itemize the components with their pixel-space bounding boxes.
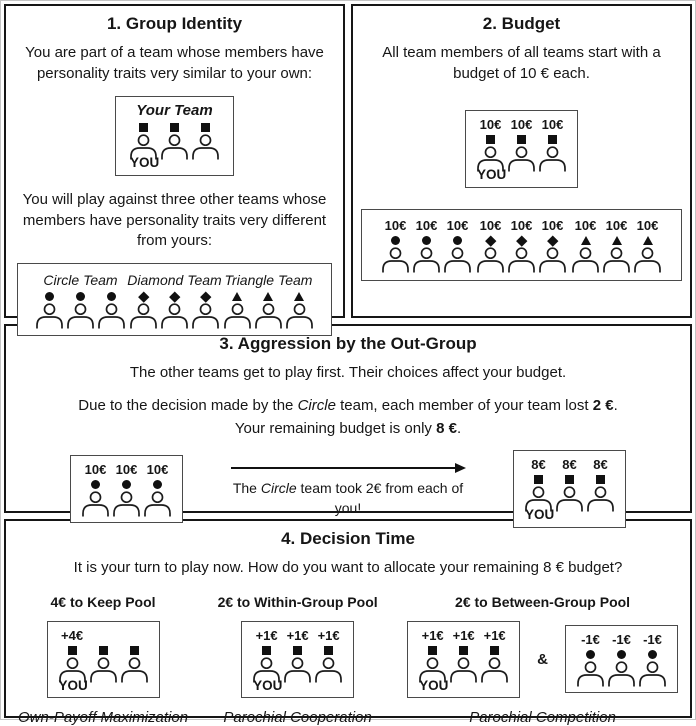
you-label: YOU [477, 167, 507, 183]
ampersand-label: & [537, 650, 548, 668]
diamond-icon [202, 291, 210, 302]
your-team [57, 628, 150, 693]
your-team [475, 117, 568, 182]
money-label: 10€ [84, 461, 107, 477]
person-icon [252, 303, 285, 329]
person-icon [189, 303, 222, 329]
square-icon [324, 645, 333, 656]
square-icon [596, 474, 605, 485]
option-keep-pool [18, 594, 188, 726]
money-label: +1€ [286, 627, 309, 643]
person-icon [478, 657, 511, 683]
triangle-icon [263, 291, 273, 302]
person-icon [379, 247, 412, 273]
circle-team [80, 462, 173, 517]
before-budget-box [70, 455, 183, 523]
person-icon [283, 303, 316, 329]
person-icon [569, 247, 602, 273]
panel-aggression [4, 324, 692, 523]
money-label: +1€ [255, 627, 278, 643]
you-label: YOU [525, 507, 555, 523]
option-title: 2€ to Between-Group Pool [455, 593, 631, 610]
person-icon [87, 657, 120, 683]
person-icon [447, 657, 480, 683]
right-arrow-icon [231, 463, 466, 473]
top-row [4, 4, 692, 318]
person-icon [410, 247, 443, 273]
circle-icon [153, 479, 162, 490]
circle-team [380, 218, 473, 273]
person-icon [127, 303, 160, 329]
money-label: +1€ [421, 627, 444, 643]
person-icon [600, 247, 633, 273]
team-label: Your Team [136, 102, 213, 120]
person-icon [536, 146, 569, 172]
team-label: Triangle Team [224, 271, 313, 288]
money-label: +4€ [61, 627, 84, 643]
person-icon [189, 134, 222, 160]
all-teams-budget-box [361, 209, 682, 281]
decision-title: 4. Decision Time [281, 529, 415, 548]
diamond-icon [518, 235, 526, 246]
triangle-icon [294, 291, 304, 302]
triangle-icon [232, 291, 242, 302]
circle-icon [122, 479, 131, 490]
decision-options [6, 594, 690, 726]
money-label: 10€ [479, 117, 502, 133]
square-icon [293, 645, 302, 656]
other-teams-box [17, 263, 332, 336]
group-identity-intro: You are part of a team whose members have personality traits very similar to your own: [25, 44, 324, 82]
circle-icon [586, 649, 595, 660]
budget-title: 2. Budget [482, 14, 561, 33]
triangle-icon [612, 235, 622, 246]
person-icon [118, 657, 151, 683]
between-group-rival-box [565, 625, 678, 693]
square-icon [486, 134, 495, 145]
money-label: 10€ [115, 461, 138, 477]
person-icon [553, 486, 586, 512]
diamond-team [475, 218, 568, 273]
arrow-caption: The Circle team took 2€ from each of you! [232, 480, 464, 516]
triangle-team [570, 218, 663, 273]
panel-decision [4, 519, 692, 726]
you-label: YOU [253, 677, 283, 693]
diamond-icon [549, 235, 557, 246]
money-label: 10€ [541, 117, 564, 133]
aggression-title: 3. Aggression by the Out-Group [219, 334, 477, 353]
money-label: 10€ [636, 217, 659, 233]
money-label: +1€ [483, 627, 506, 643]
person-icon [441, 247, 474, 273]
money-label: 10€ [479, 217, 502, 233]
decision-intro: It is your turn to play now. How do you want to allocate your remaining 8 € budget? [73, 559, 623, 576]
person-icon [312, 657, 345, 683]
you-label: YOU [130, 155, 160, 171]
experiment-figure [4, 4, 692, 726]
square-icon [68, 645, 77, 656]
option-title: 2€ to Within-Group Pool [217, 593, 378, 610]
square-icon [490, 645, 499, 656]
circle-icon [76, 291, 85, 302]
arrow-column [183, 459, 513, 518]
money-label: 10€ [510, 217, 533, 233]
person-icon [505, 247, 538, 273]
person-icon [505, 146, 538, 172]
team-label: Circle Team [43, 271, 118, 288]
money-label: 10€ [146, 461, 169, 477]
person-icon [158, 303, 191, 329]
square-icon [262, 645, 271, 656]
person-icon [221, 303, 254, 329]
person-icon [33, 303, 66, 329]
person-icon [281, 657, 314, 683]
circle-icon [422, 235, 431, 246]
person-icon [79, 491, 112, 517]
person-icon [584, 486, 617, 512]
circle-icon [648, 649, 657, 660]
circle-icon [453, 235, 462, 246]
aggression-line1: The other teams get to play first. Their choices affect your budget. [129, 364, 567, 381]
person-icon [474, 247, 507, 273]
after-budget-box [513, 450, 626, 528]
circle-icon [391, 235, 400, 246]
person-icon [574, 661, 607, 687]
your-team [251, 628, 344, 693]
your-team [417, 628, 510, 693]
circle-icon [107, 291, 116, 302]
your-team-budget-box [465, 110, 578, 188]
option-caption: Own-Payoff Maximization [18, 709, 189, 726]
square-icon [201, 122, 210, 133]
square-icon [139, 122, 148, 133]
square-icon [534, 474, 543, 485]
option-title: 4€ to Keep Pool [50, 593, 156, 610]
money-label: 10€ [574, 217, 597, 233]
triangle-icon [643, 235, 653, 246]
person-icon [631, 247, 664, 273]
money-label: 8€ [531, 457, 546, 473]
money-label: -1€ [612, 632, 631, 648]
circle-team [34, 272, 127, 329]
your-team [128, 102, 221, 170]
square-icon [130, 645, 139, 656]
person-icon [158, 134, 191, 160]
person-icon [141, 491, 174, 517]
your-team [523, 457, 616, 522]
money-label: +1€ [452, 627, 475, 643]
money-label: 8€ [593, 457, 608, 473]
circle-icon [45, 291, 54, 302]
square-icon [548, 134, 557, 145]
circle-icon [617, 649, 626, 660]
square-icon [565, 474, 574, 485]
option-between-group-pool [407, 594, 678, 726]
diamond-icon [171, 291, 179, 302]
money-label: 10€ [605, 217, 628, 233]
keep-pool-box [47, 621, 160, 699]
square-icon [99, 645, 108, 656]
money-label: 10€ [384, 217, 407, 233]
person-icon [605, 661, 638, 687]
square-icon [170, 122, 179, 133]
triangle-icon [581, 235, 591, 246]
team-label: Diamond Team [127, 271, 222, 288]
money-label: +1€ [317, 627, 340, 643]
aggression-line2: Due to the decision made by the Circle team, each member of your team lost 2 €. [78, 396, 618, 414]
person-icon [536, 247, 569, 273]
person-icon [110, 491, 143, 517]
money-label: -1€ [581, 632, 600, 648]
circle-icon [91, 479, 100, 490]
square-icon [428, 645, 437, 656]
diamond-icon [140, 291, 148, 302]
money-label: -1€ [643, 632, 662, 648]
you-label: YOU [58, 677, 88, 693]
panel-budget [351, 4, 692, 318]
diamond-icon [487, 235, 495, 246]
money-label: 10€ [446, 217, 469, 233]
money-label: 10€ [510, 117, 533, 133]
aggression-line3: Your remaining budget is only 8 €. [234, 420, 462, 438]
money-label: 8€ [562, 457, 577, 473]
you-label: YOU [419, 677, 449, 693]
group-identity-title: 1. Group Identity [106, 14, 243, 33]
option-caption: Parochial Cooperation [223, 709, 372, 726]
person-icon [64, 303, 97, 329]
money-label: 10€ [541, 217, 564, 233]
money-label: 10€ [415, 217, 438, 233]
circle-team [575, 632, 668, 687]
budget-intro: All team members of all teams start with a budget of 10 € each. [382, 44, 661, 82]
square-icon [517, 134, 526, 145]
diamond-team [127, 272, 221, 329]
between-group-own-box [407, 621, 520, 699]
group-identity-outro: You will play against three other teams whose members have personality traits very different from yours: [22, 190, 327, 250]
person-icon [95, 303, 128, 329]
option-caption: Parochial Competition [469, 709, 616, 726]
within-group-box [241, 621, 354, 699]
aggression-flow [6, 450, 690, 528]
square-icon [459, 645, 468, 656]
your-team-box [115, 96, 234, 176]
panel-group-identity [4, 4, 345, 318]
person-icon [636, 661, 669, 687]
option-within-group-pool [218, 594, 378, 726]
triangle-team [222, 272, 315, 329]
